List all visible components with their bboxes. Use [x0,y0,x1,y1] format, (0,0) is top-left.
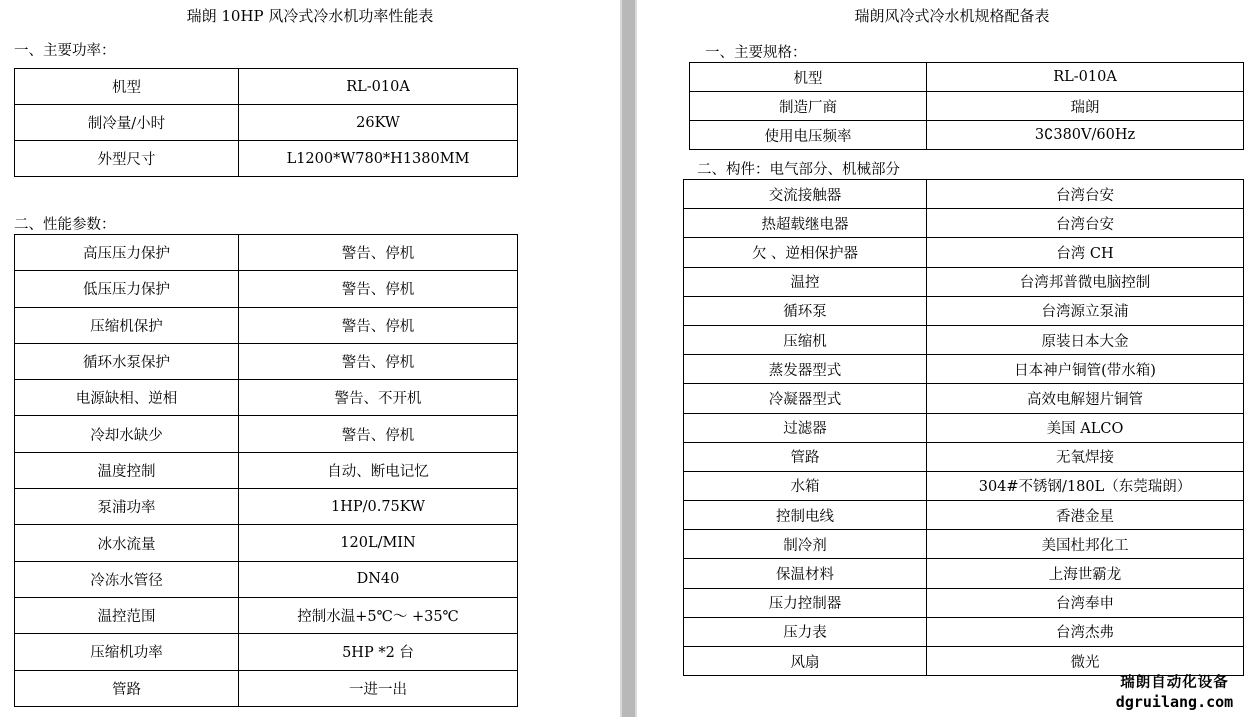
component-row [684,238,1244,267]
performance-row-label-cell: 温控范围 [15,597,239,633]
performance-row-value-cell: 警告、不开机 [239,380,518,416]
performance-row [15,380,518,416]
performance-row [15,634,518,670]
component-row [684,413,1244,442]
component-row-label-cell: 温控 [684,267,927,296]
scroll-divider [622,0,635,717]
left-section-performance: 二、性能参数： [14,217,116,233]
component-row [684,471,1244,500]
component-row-label-cell: 压缩机 [684,325,927,354]
performance-table [14,234,518,707]
performance-row-label-cell: 低压压力保护 [15,271,239,307]
component-row-label-cell: 保温材料 [684,559,927,588]
components-table [683,179,1244,676]
component-row [684,209,1244,238]
component-row [684,647,1244,676]
right-section-main-spec: 一、主要规格： [705,45,807,61]
performance-row-value-cell: 警告、停机 [239,271,518,307]
component-row-label-cell: 蒸发器型式 [684,355,927,384]
component-row-label-cell: 压力表 [684,617,927,646]
main-power-row [15,141,518,177]
performance-row [15,561,518,597]
performance-row-label-cell: 循环水泵保护 [15,343,239,379]
main-power-table [14,68,518,177]
component-row-label-cell: 压力控制器 [684,588,927,617]
main-spec-row-value-cell: 3∁380V/60Hz [927,121,1244,150]
main-spec-row [690,63,1244,92]
component-row-value-cell: 上海世霸龙 [927,559,1244,588]
component-row-value-cell: 台湾杰弗 [927,617,1244,646]
component-row-value-cell: 日本神户铜管(带水箱) [927,355,1244,384]
component-row-value-cell: 台湾邦普微电脑控制 [927,267,1244,296]
performance-row-value-cell: 控制水温+5℃～ +35℃ [239,597,518,633]
component-row [684,617,1244,646]
watermark-url: dgruilang.com [1115,693,1234,711]
performance-row [15,343,518,379]
component-row-label-cell: 过滤器 [684,413,927,442]
performance-row-label-cell: 压缩机功率 [15,634,239,670]
performance-row-value-cell: 5HP *2 台 [239,634,518,670]
right-page-title: 瑞朗风冷式冷水机规格配备表 [854,7,1050,25]
left-page-title: 瑞朗 10HP 风冷式冷水机功率性能表 [186,7,434,25]
main-power-row-label-cell: 外型尺寸 [15,141,239,177]
performance-row-label-cell: 管路 [15,670,239,706]
watermark-name: 瑞朗自动化设备 [1120,675,1229,691]
component-row [684,325,1244,354]
performance-row-label-cell: 冷冻水管径 [15,561,239,597]
performance-row [15,489,518,525]
main-spec-table [689,62,1244,150]
main-spec-row-value-cell: RL-010A [927,63,1244,92]
component-row-label-cell: 风扇 [684,647,927,676]
performance-row-label-cell: 高压压力保护 [15,235,239,271]
component-row [684,530,1244,559]
component-row-value-cell: 台湾台安 [927,180,1244,209]
component-row-label-cell: 水箱 [684,471,927,500]
component-row-value-cell: 高效电解翅片铜管 [927,384,1244,413]
component-row [684,588,1244,617]
performance-row [15,525,518,561]
performance-row-value-cell: DN40 [239,561,518,597]
right-section-components: 二、构件：电气部分、机械部分 [697,162,900,178]
main-power-row-value-cell: L1200*W780*H1380MM [239,141,518,177]
main-power-row-value-cell: RL-010A [239,69,518,105]
main-spec-row [690,121,1244,150]
performance-row-label-cell: 压缩机保护 [15,307,239,343]
main-spec-row-value-cell: 瑞朗 [927,92,1244,121]
main-power-row-label-cell: 机型 [15,69,239,105]
component-row-label-cell: 欠 、逆相保护器 [684,238,927,267]
performance-row [15,416,518,452]
component-row-value-cell: 香港金星 [927,501,1244,530]
performance-row-value-cell: 120L/MIN [239,525,518,561]
component-row-value-cell: 台湾台安 [927,209,1244,238]
component-row-label-cell: 冷凝器型式 [684,384,927,413]
component-row-label-cell: 循环泵 [684,296,927,325]
performance-row [15,597,518,633]
component-row-label-cell: 热超载继电器 [684,209,927,238]
component-row-value-cell: 台湾源立泵浦 [927,296,1244,325]
component-row-value-cell: 台湾奉申 [927,588,1244,617]
performance-row-value-cell: 一进一出 [239,670,518,706]
performance-row-label-cell: 冷却水缺少 [15,416,239,452]
component-row-value-cell: 微光 [927,647,1244,676]
performance-row-value-cell: 警告、停机 [239,343,518,379]
performance-row-label-cell: 冰水流量 [15,525,239,561]
main-spec-row-label-cell: 机型 [690,63,927,92]
main-power-row-value-cell: 26KW [239,105,518,141]
page-gutter [620,0,637,717]
performance-row-value-cell: 警告、停机 [239,235,518,271]
main-spec-row-label-cell: 使用电压频率 [690,121,927,150]
main-power-row [15,105,518,141]
component-row [684,296,1244,325]
component-row-label-cell: 管路 [684,442,927,471]
component-row [684,355,1244,384]
component-row-label-cell: 控制电线 [684,501,927,530]
performance-row-value-cell: 1HP/0.75KW [239,489,518,525]
main-spec-row-label-cell: 制造厂商 [690,92,927,121]
performance-row-value-cell: 警告、停机 [239,416,518,452]
component-row-label-cell: 交流接触器 [684,180,927,209]
performance-row [15,307,518,343]
performance-row-value-cell: 警告、停机 [239,307,518,343]
component-row-label-cell: 制冷剂 [684,530,927,559]
component-row [684,267,1244,296]
component-row [684,384,1244,413]
main-power-row-label-cell: 制冷量/小时 [15,105,239,141]
component-row-value-cell: 台湾 CH [927,238,1244,267]
main-power-row [15,69,518,105]
left-section-main-power: 一、主要功率： [14,43,116,59]
watermark [1107,674,1242,712]
performance-row-label-cell: 泵浦功率 [15,489,239,525]
main-spec-row [690,92,1244,121]
component-row [684,442,1244,471]
performance-row [15,235,518,271]
performance-row [15,452,518,488]
component-row [684,501,1244,530]
component-row-value-cell: 美国杜邦化工 [927,530,1244,559]
performance-row-value-cell: 自动、断电记忆 [239,452,518,488]
performance-row-label-cell: 电源缺相、逆相 [15,380,239,416]
component-row-value-cell: 无氧焊接 [927,442,1244,471]
component-row [684,180,1244,209]
component-row-value-cell: 原装日本大金 [927,325,1244,354]
performance-row [15,670,518,706]
component-row-value-cell: 304#不锈钢/180L（东莞瑞朗） [927,471,1244,500]
performance-row-label-cell: 温度控制 [15,452,239,488]
component-row [684,559,1244,588]
performance-row [15,271,518,307]
component-row-value-cell: 美国 ALCO [927,413,1244,442]
